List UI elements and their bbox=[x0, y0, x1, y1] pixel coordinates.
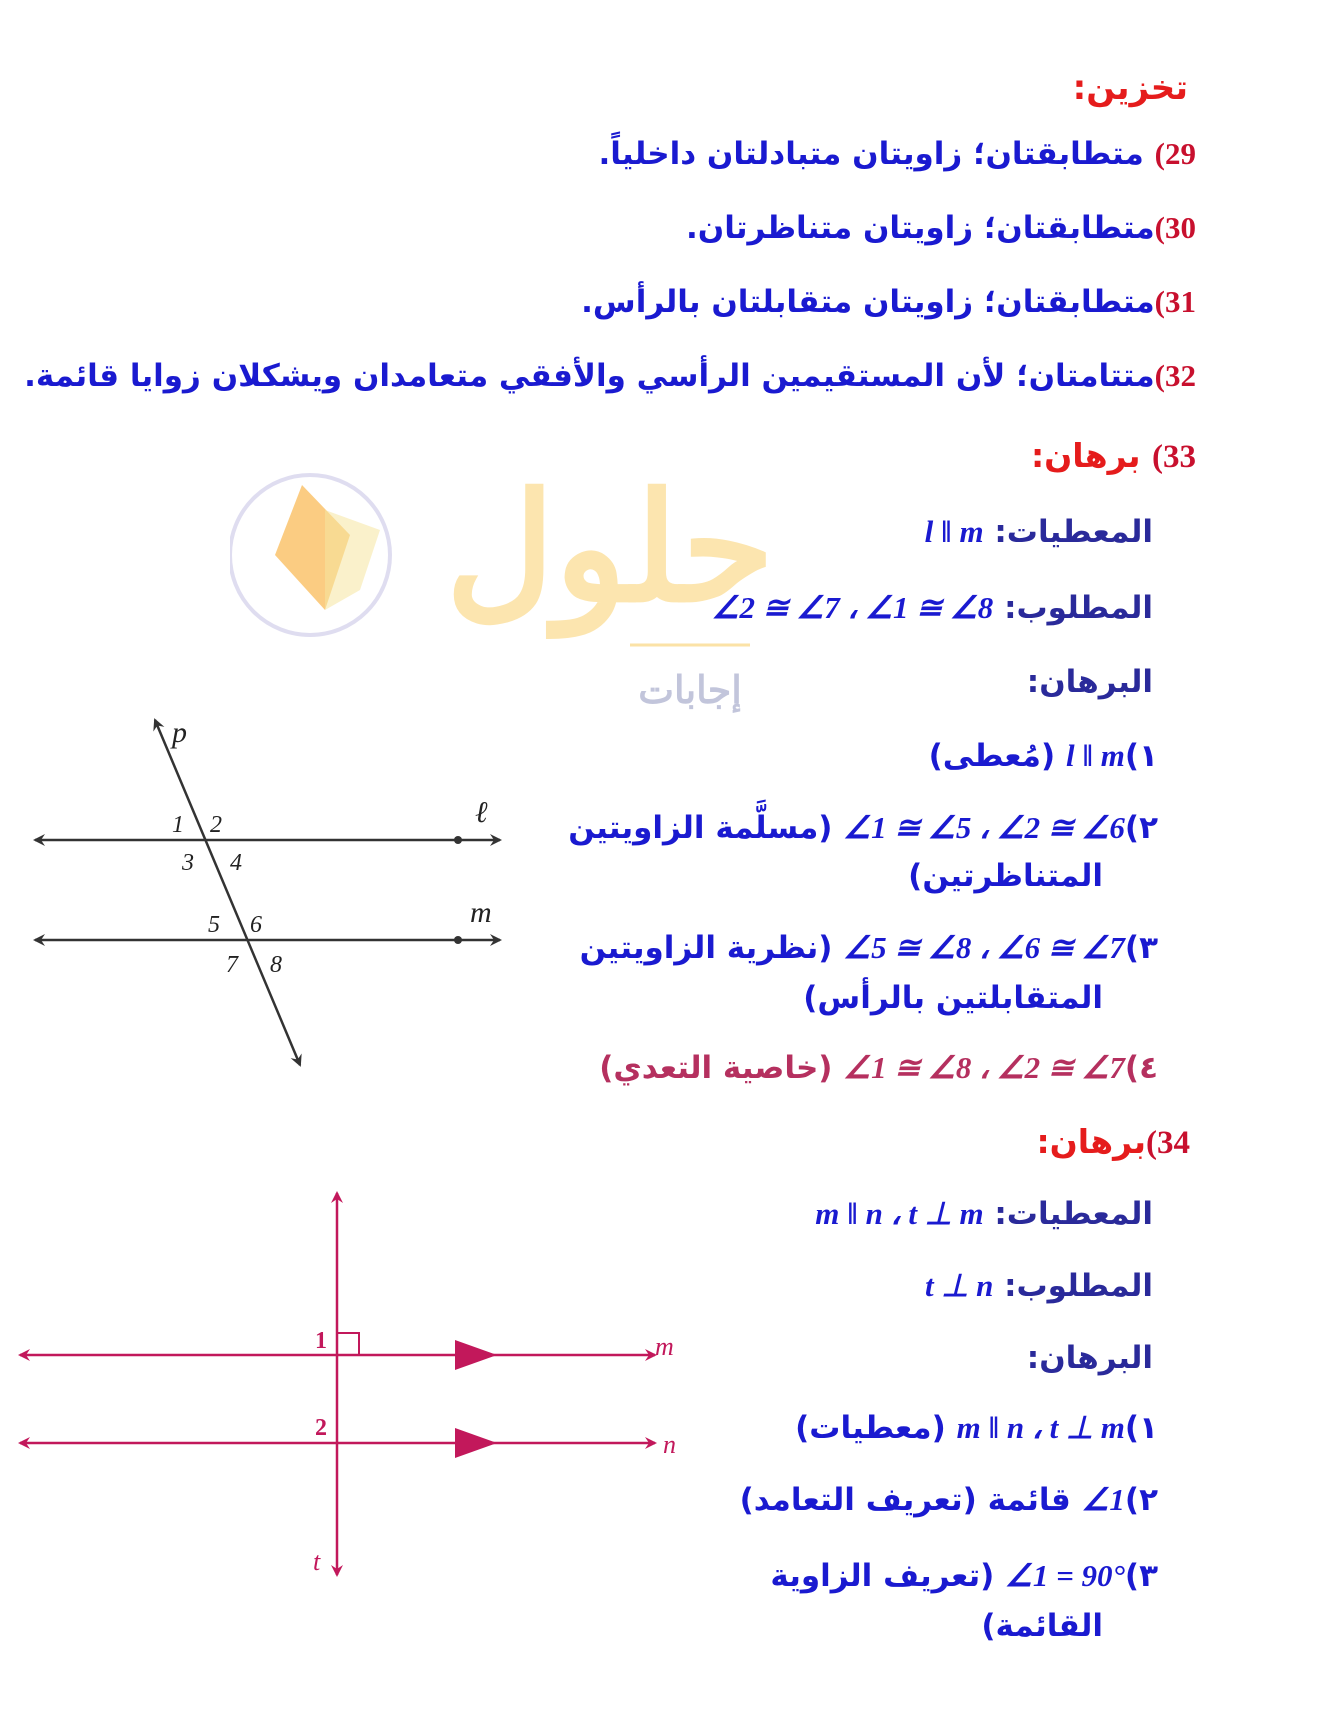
q33-step-1: ١)l ‖ m (مُعطى) bbox=[928, 738, 1158, 774]
q34-prove-value: t ⊥ n bbox=[924, 1268, 994, 1303]
answer-31: 31)متطابقتان؛ زاويتان متقابلتان بالرأس. bbox=[581, 284, 1196, 320]
angle-label-2: 2 bbox=[315, 1415, 327, 1441]
answer-number: 29 bbox=[1165, 136, 1196, 171]
q33-step-3: ٣)∠5 ≅ ∠8 ، ∠6 ≅ ∠7 (نظرية الزاويتين bbox=[579, 930, 1158, 966]
angle-label-1: 1 bbox=[315, 1328, 327, 1354]
q33-step-4: ٤)∠1 ≅ ∠8 ، ∠2 ≅ ∠7 (خاصية التعدي) bbox=[599, 1050, 1158, 1086]
line-p bbox=[155, 720, 300, 1065]
q34-proof-label: البرهان: bbox=[1026, 1340, 1153, 1376]
angle-6: 6 bbox=[250, 912, 262, 938]
angle-1: 1 bbox=[172, 812, 184, 838]
q34-step-3-cont: القائمة) bbox=[981, 1608, 1103, 1644]
answer-30: 30)متطابقتان؛ زاويتان متناظرتان. bbox=[686, 210, 1196, 246]
figure-perpendicular-transversal bbox=[15, 1185, 685, 1580]
q34-title: 34)برهان: bbox=[1036, 1122, 1190, 1161]
parallel-mark-m bbox=[455, 1340, 497, 1370]
watermark-sub: إجابات bbox=[638, 670, 742, 712]
figure-parallel-lines-transversal bbox=[20, 710, 520, 1080]
answer-text: متتامتان؛ لأن المستقيمين الرأسي والأفقي متعامدان ويشكلان زوايا قائمة. bbox=[24, 358, 1155, 394]
answer-number: 30 bbox=[1165, 210, 1196, 245]
label-n: n bbox=[663, 1430, 676, 1459]
q33-step-3-cont: المتقابلتين بالرأس) bbox=[803, 980, 1103, 1016]
right-angle-mark bbox=[337, 1333, 359, 1355]
q33-prove: المطلوب: ∠2 ≅ ∠7 ، ∠1 ≅ ∠8 bbox=[711, 590, 1153, 626]
answer-text: متطابقتان؛ زاويتان متقابلتان بالرأس. bbox=[581, 284, 1155, 320]
q34-step-2: ٢)∠1 قائمة (تعريف التعامد) bbox=[739, 1482, 1158, 1518]
watermark-brand: حلول bbox=[445, 470, 775, 633]
answer-32: 32)متتامتان؛ لأن المستقيمين الرأسي والأفقي متعامدان ويشكلان زوايا قائمة. bbox=[24, 358, 1196, 394]
q33-step-2: ٢)∠1 ≅ ∠5 ، ∠2 ≅ ∠6 (مسلَّمة الزاويتين bbox=[568, 810, 1158, 846]
label-m: m bbox=[655, 1332, 674, 1361]
answer-text: متطابقتان؛ زاويتان متناظرتان. bbox=[686, 210, 1155, 246]
label-p: p bbox=[172, 716, 187, 749]
label-t: t bbox=[313, 1547, 321, 1576]
answer-number: 31 bbox=[1165, 284, 1196, 319]
label-m: m bbox=[470, 896, 492, 929]
q33-given: المعطيات: l ‖ m bbox=[924, 514, 1153, 550]
q33-title: 33) برهان: bbox=[1030, 436, 1196, 475]
angle-8: 8 bbox=[270, 952, 282, 978]
angle-2: 2 bbox=[210, 812, 222, 838]
q33-proof-label: البرهان: bbox=[1026, 664, 1153, 700]
angle-5: 5 bbox=[208, 912, 220, 938]
q34-step-1: ١)m ‖ n ، t ⊥ m (معطيات) bbox=[795, 1410, 1158, 1446]
q34-given: المعطيات: m ‖ n ، t ⊥ m bbox=[815, 1196, 1153, 1232]
parallel-mark-n bbox=[455, 1428, 497, 1458]
q34-given-value: m ‖ n ، t ⊥ m bbox=[815, 1196, 984, 1231]
angle-7: 7 bbox=[226, 952, 238, 978]
q33-prove-value: ∠2 ≅ ∠7 ، ∠1 ≅ ∠8 bbox=[711, 590, 994, 625]
section-header: تخزين: bbox=[1072, 68, 1188, 108]
q33-given-value: l ‖ m bbox=[924, 514, 984, 549]
answer-number: 32 bbox=[1165, 358, 1196, 393]
q33-step-2-cont: المتناظرتين) bbox=[908, 858, 1103, 894]
q34-prove: المطلوب: t ⊥ n bbox=[924, 1268, 1153, 1304]
q34-step-3: ٣)∠1 = 90° (تعريف الزاوية bbox=[770, 1558, 1158, 1594]
answer-text: متطابقتان؛ زاويتان متبادلتان داخلياً. bbox=[598, 136, 1144, 172]
angle-3: 3 bbox=[182, 850, 194, 876]
answer-29: 29) متطابقتان؛ زاويتان متبادلتان داخلياً. bbox=[598, 136, 1196, 172]
angle-4: 4 bbox=[230, 850, 242, 876]
label-l: ℓ bbox=[475, 796, 488, 829]
